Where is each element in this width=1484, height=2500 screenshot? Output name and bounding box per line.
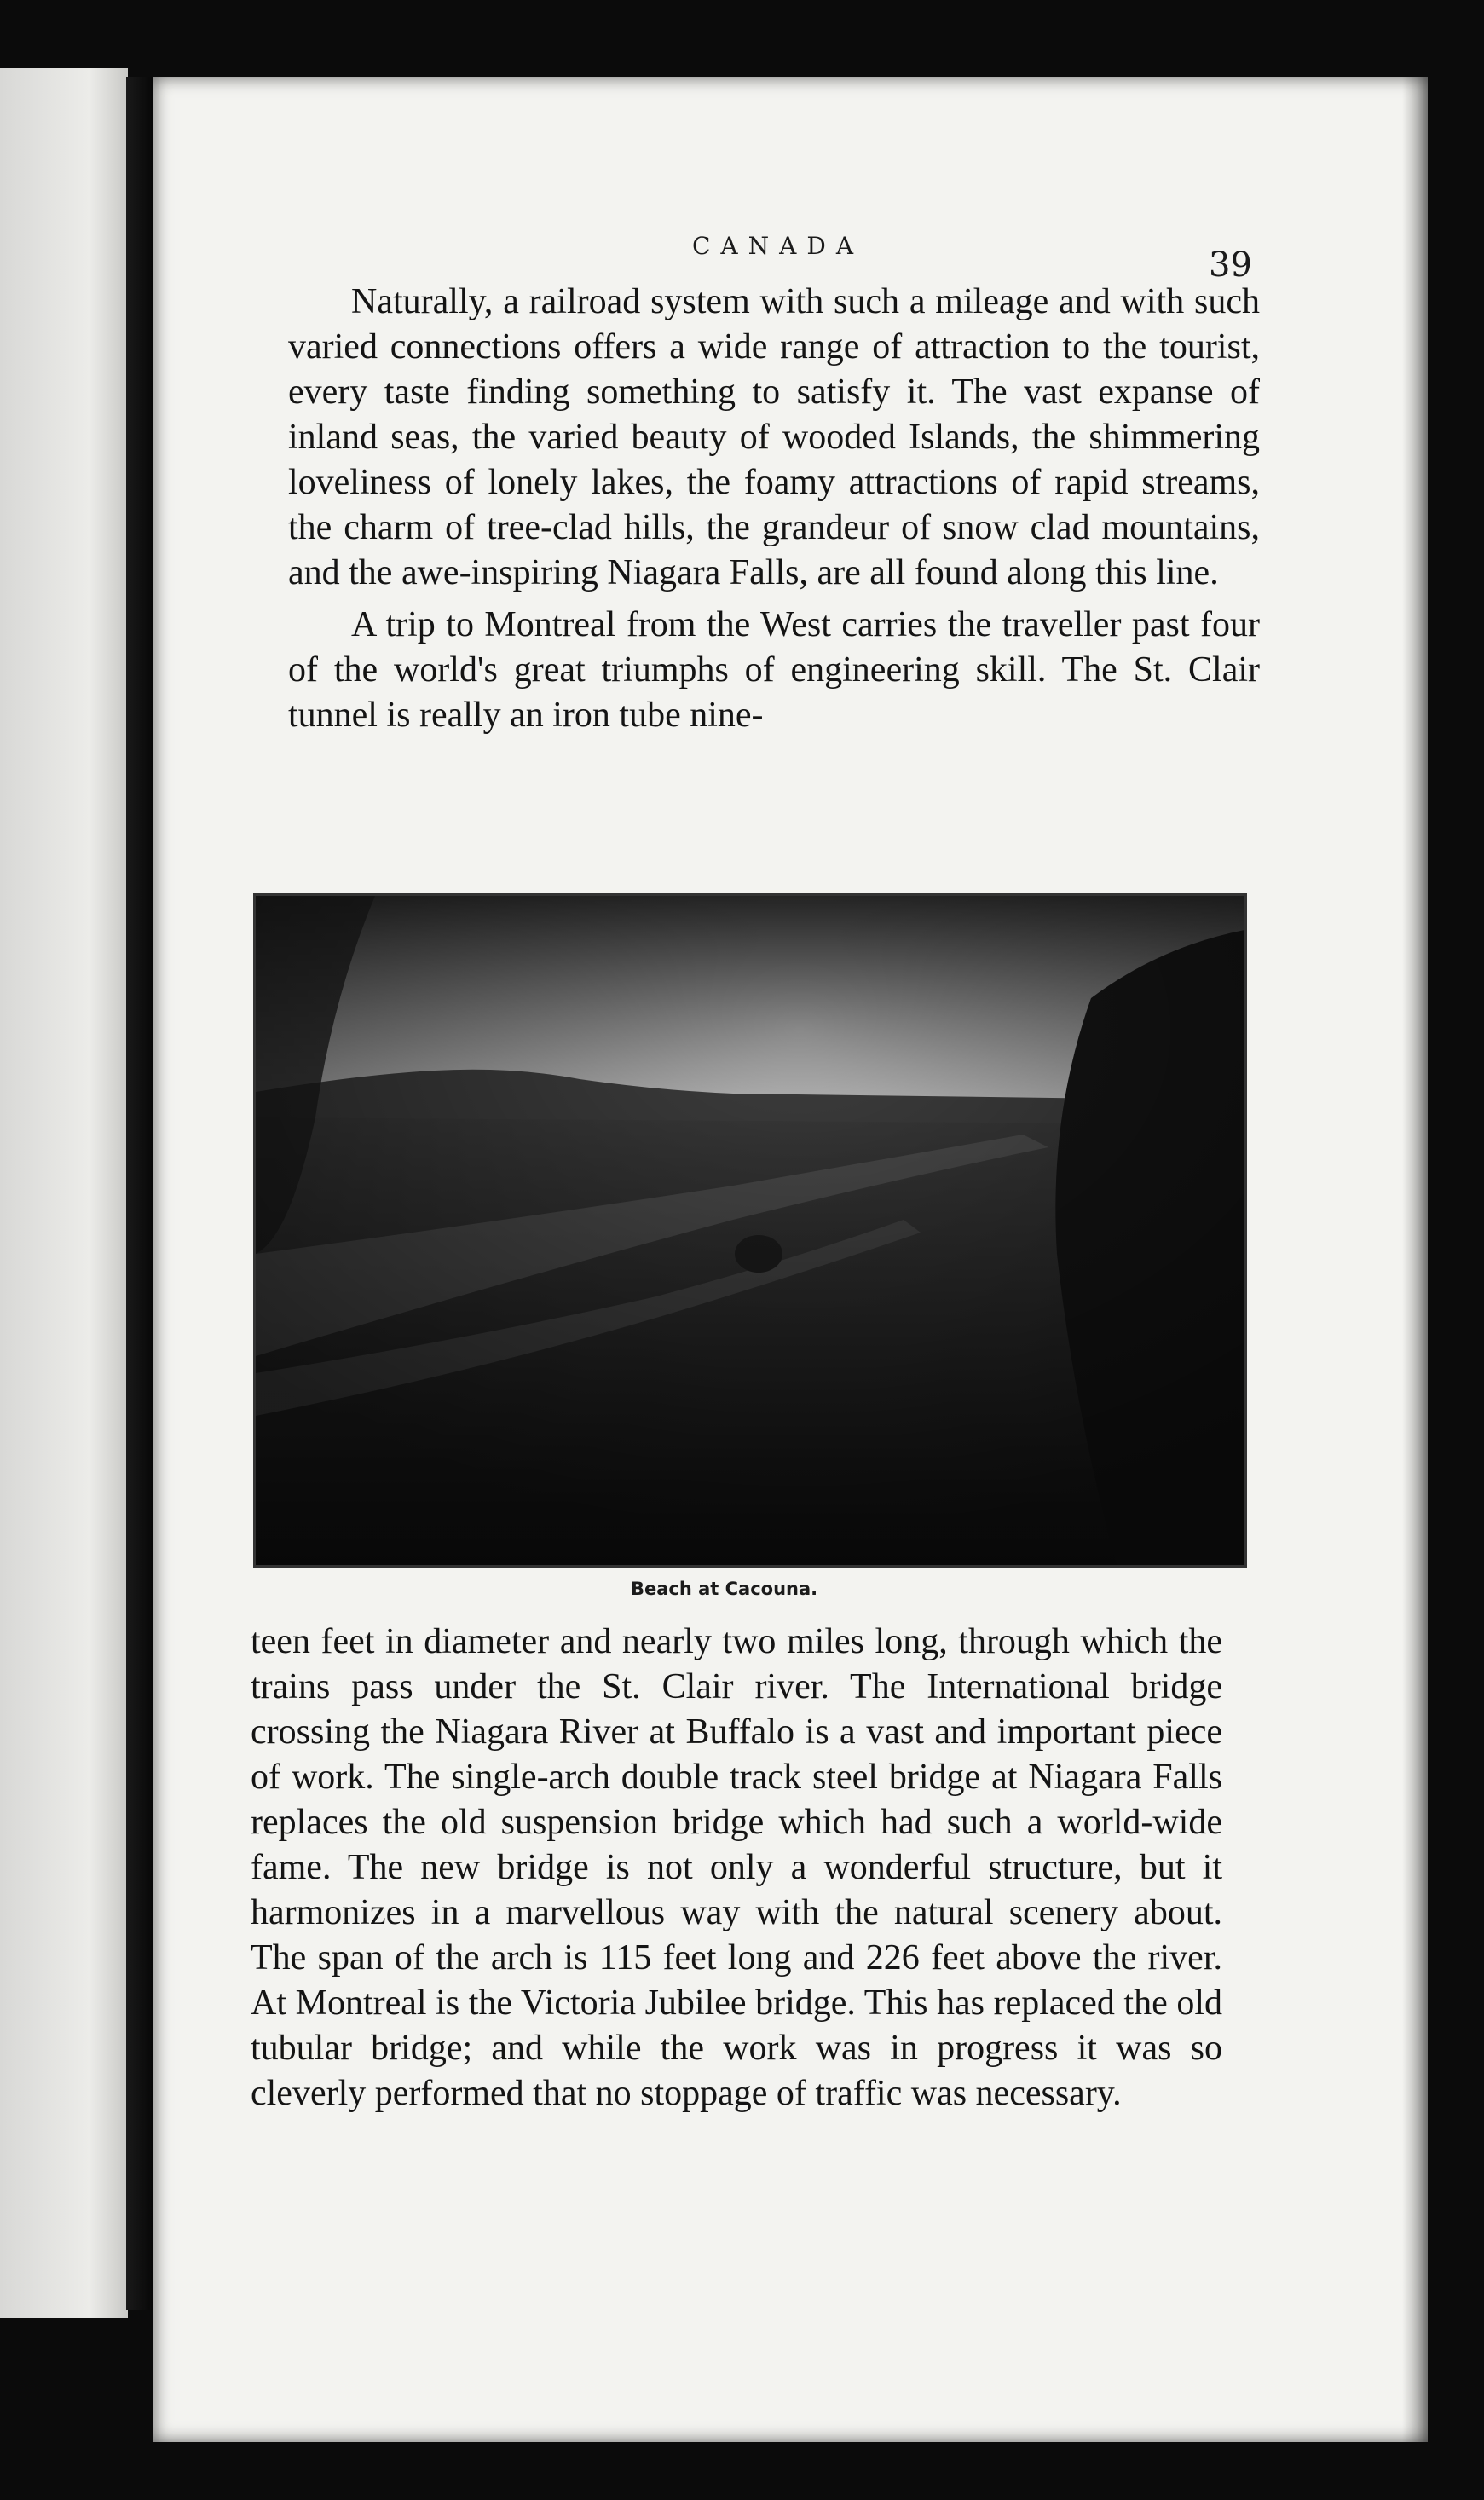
paragraph: teen feet in diameter and nearly two miles long, through which the trains pass under the St. Clair river. The International bridge crossing the Niagara River at Buffalo is a vast and important piece of work. The single-arch double track steel bridge at Niagara Falls replaces the old suspension bridge which had such a world-wide fame. The new bridge is not only a wonderful structure, but it harmonizes in a marvellous way with the natural scenery about. The span of the arch is 115 feet long and 226 feet above the river. At Montreal is the Victoria Jubilee bridge. This has replaced the old tubular bridge; and while the work was in progress it was so cleverly performed that no stoppage of traffic was necessary. <box>251 1622 1222 2113</box>
body-text-bottom <box>251 1620 1222 2116</box>
figure-caption: Beach at Cacouna. <box>631 1579 818 1599</box>
halftone-photograph <box>253 893 1247 1568</box>
page-number: 39 <box>1209 245 1252 285</box>
paragraph: A trip to Montreal from the West carries the traveller past four of the world's great triumphs of engineering skill. The St. Clair tunnel is really an iron tube nine- <box>288 605 1260 735</box>
running-head: CANADA <box>692 232 864 260</box>
page-edge-shadow <box>1402 77 1428 2442</box>
book-gutter <box>126 77 157 2310</box>
left-page-margin <box>0 68 128 2318</box>
beach-photo-image <box>256 896 1244 1565</box>
paragraph: Naturally, a railroad system with such a mileage and with such varied connections offers a wide range of attraction to the tourist, every taste finding something to satisfy it. The vast expanse of inland seas, the varied beauty of wooded Islands, the shimmering loveliness of lonely lakes, the foamy attractions of rapid streams, the charm of tree-clad hills, the grandeur of snow clad mountains, and the awe-inspiring Niagara Falls, are all found along this line. <box>288 282 1260 592</box>
body-text-top <box>288 280 1260 738</box>
